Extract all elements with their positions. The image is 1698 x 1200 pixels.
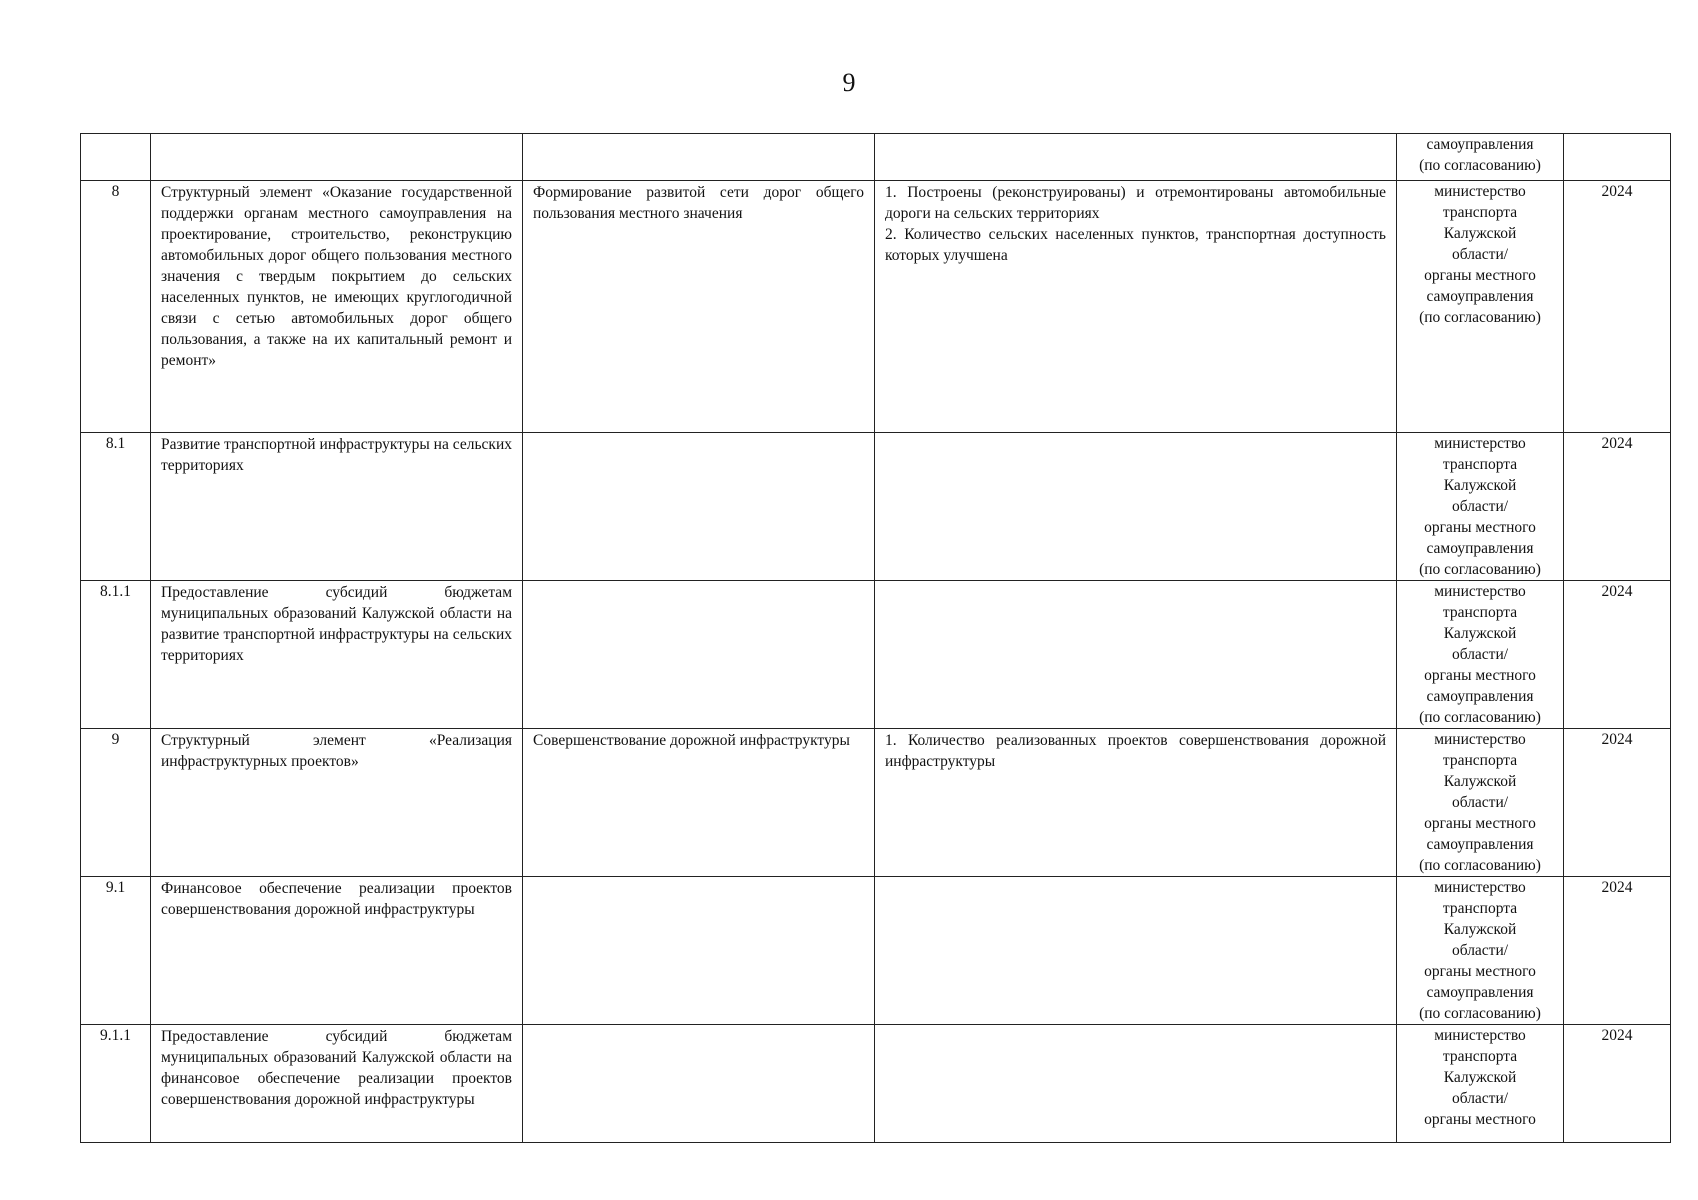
table-row (81, 134, 1671, 181)
row-number: 8.1.1 (81, 581, 151, 729)
responsible-line: транспорта (1442, 604, 1518, 621)
measure-name: Структурный элемент «Реализация инфраструктурных проектов» (151, 729, 523, 877)
responsible-line: самоуправления (1426, 836, 1534, 853)
implementation-year: 2024 (1564, 181, 1671, 433)
responsible-line: самоуправления (1426, 136, 1534, 153)
responsible-executor (1397, 729, 1564, 877)
row-number: 8.1 (81, 433, 151, 581)
responsible-line: области/ (1451, 942, 1509, 959)
measure-name (151, 134, 523, 181)
responsible-line: министерство (1434, 879, 1526, 896)
task-description (523, 1025, 875, 1143)
responsible-line: транспорта (1442, 752, 1518, 769)
implementation-year (1564, 134, 1671, 181)
responsible-executor (1397, 433, 1564, 581)
responsible-line: самоуправления (1426, 540, 1534, 557)
indicators (875, 134, 1397, 181)
responsible-line: Калужской (1443, 625, 1517, 642)
responsible-executor (1397, 877, 1564, 1025)
responsible-line: самоуправления (1426, 984, 1534, 1001)
measures-table (80, 133, 1671, 1143)
indicator-line: 2. Количество сельских населенных пунктов, транспортная доступность которых улучшена (885, 226, 1386, 264)
responsible-line: Калужской (1443, 921, 1517, 938)
responsible-line: области/ (1451, 794, 1509, 811)
responsible-line: органы местного (1424, 267, 1536, 284)
responsible-line: области/ (1451, 1090, 1509, 1107)
responsible-line: органы местного (1424, 519, 1536, 536)
responsible-line: органы местного (1424, 963, 1536, 980)
responsible-line: Калужской (1443, 477, 1517, 494)
indicator-line: 1. Построены (реконструированы) и отремонтированы автомобильные дороги на сельских территориях (885, 184, 1386, 222)
indicators (875, 433, 1397, 581)
implementation-year: 2024 (1564, 1025, 1671, 1143)
measure-name: Предоставление субсидий бюджетам муниципальных образований Калужской области на развитие транспортной инфраструктуры на сельских территориях (151, 581, 523, 729)
responsible-line: области/ (1451, 646, 1509, 663)
page-number: 9 (842, 68, 856, 97)
responsible-executor (1397, 581, 1564, 729)
responsible-line: Калужской (1443, 225, 1517, 242)
table-row (81, 877, 1671, 1025)
indicators (875, 581, 1397, 729)
task-description (523, 433, 875, 581)
measure-name: Структурный элемент «Оказание государственной поддержки органам местного самоуправления на проектирование, строительство, реконструкцию автомобильных дорог общего пользования местного значения с твердым покрытием до сельских населенных пунктов, не имеющих круглогодичной связи с сетью автомобильных дорог общего пользования, а также на их капитальный ремонт и ремонт» (151, 181, 523, 433)
task-description: Формирование развитой сети дорог общего пользования местного значения (523, 181, 875, 433)
responsible-executor (1397, 1025, 1564, 1143)
table-row (81, 581, 1671, 729)
indicators (875, 1025, 1397, 1143)
indicators (875, 877, 1397, 1025)
responsible-line: Калужской (1443, 773, 1517, 790)
responsible-line: органы местного (1424, 667, 1536, 684)
implementation-year: 2024 (1564, 433, 1671, 581)
responsible-line: области/ (1451, 246, 1509, 263)
table-row (81, 729, 1671, 877)
indicators (875, 181, 1397, 433)
responsible-line: (по согласованию) (1419, 309, 1541, 326)
row-number: 9.1 (81, 877, 151, 1025)
implementation-year: 2024 (1564, 729, 1671, 877)
responsible-line: (по согласованию) (1419, 709, 1541, 726)
responsible-line: транспорта (1442, 456, 1518, 473)
row-number (81, 134, 151, 181)
responsible-line: министерство (1434, 583, 1526, 600)
table-row (81, 181, 1671, 433)
responsible-line: Калужской (1443, 1069, 1517, 1086)
row-number: 8 (81, 181, 151, 433)
indicator-line: 1. Количество реализованных проектов совершенствования дорожной инфраструктуры (885, 732, 1386, 770)
task-description: Совершенствование дорожной инфраструктуры (523, 729, 875, 877)
table-row (81, 1025, 1671, 1143)
responsible-line: транспорта (1442, 900, 1518, 917)
implementation-year: 2024 (1564, 581, 1671, 729)
responsible-line: транспорта (1442, 204, 1518, 221)
responsible-line: транспорта (1442, 1048, 1518, 1065)
measure-name: Развитие транспортной инфраструктуры на сельских территориях (151, 433, 523, 581)
responsible-line: (по согласованию) (1419, 561, 1541, 578)
table-row (81, 433, 1671, 581)
task-description (523, 877, 875, 1025)
responsible-line: органы местного (1424, 1111, 1536, 1128)
responsible-line: министерство (1434, 435, 1526, 452)
responsible-executor (1397, 134, 1564, 181)
task-description (523, 134, 875, 181)
row-number: 9.1.1 (81, 1025, 151, 1143)
responsible-line: министерство (1434, 1027, 1526, 1044)
measure-name: Предоставление субсидий бюджетам муниципальных образований Калужской области на финансовое обеспечение реализации проектов совершенствования дорожной инфраструктуры (151, 1025, 523, 1143)
responsible-line: органы местного (1424, 815, 1536, 832)
responsible-line: (по согласованию) (1419, 857, 1541, 874)
responsible-line: самоуправления (1426, 288, 1534, 305)
implementation-year: 2024 (1564, 877, 1671, 1025)
row-number: 9 (81, 729, 151, 877)
responsible-line: самоуправления (1426, 688, 1534, 705)
responsible-line: области/ (1451, 498, 1509, 515)
indicators (875, 729, 1397, 877)
responsible-line: (по согласованию) (1419, 157, 1541, 174)
responsible-line: министерство (1434, 731, 1526, 748)
responsible-line: (по согласованию) (1419, 1005, 1541, 1022)
responsible-executor (1397, 181, 1564, 433)
measure-name: Финансовое обеспечение реализации проектов совершенствования дорожной инфраструктуры (151, 877, 523, 1025)
responsible-line: министерство (1434, 183, 1526, 200)
task-description (523, 581, 875, 729)
